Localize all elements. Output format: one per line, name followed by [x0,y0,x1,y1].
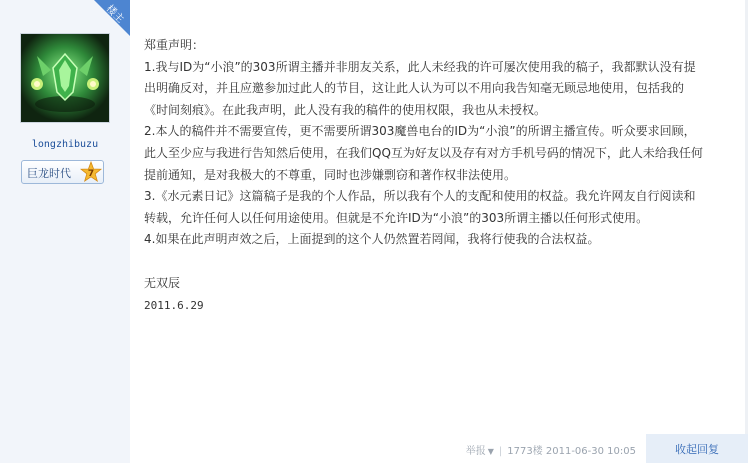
signature-date: 2011.6.29 [144,298,204,312]
thread-starter-badge [88,0,130,42]
star-icon [80,161,102,183]
avatar[interactable] [20,33,110,123]
report-link[interactable] [466,446,494,457]
post-paragraph: 1.我与ID为“小浪”的303所谓主播并非朋友关系，此人未经我的许可屡次使用我的稿子，我都默认没有提出明确反对，并且应邀参加过此人的节目，这让此人认为可以不用向我告知毫无顾忌地使用，包括我的《时间刻痕》。在此我声明，此人没有我的稿件的使用权限，我也从未授权。 [144,59,696,117]
level-badge[interactable] [21,160,104,184]
post-meta [466,442,636,457]
post-footer [130,434,748,463]
badge-label: 楼主 [103,3,126,26]
caret-down-icon: ▼ [487,447,494,456]
post-paragraph: 4.如果在此声明声效之后，上面提到的这个人仍然置若罔闻，我将行使我的合法权益。 [144,232,600,247]
username[interactable]: longzhibuzu [31,139,99,150]
post-paragraph: 3.《水元素日记》这篇稿子是我的个人作品，所以我有个人的支配和使用的权益。我允许网友自行阅读和转载，允许任何人以任何用途使用。但就是不允许ID为“小浪”的303所谓主播以任何形式使用。 [144,189,696,225]
post-paragraph: 2.本人的稿件并不需要宣传，更不需要所谓303魔兽电台的ID为“小浪”的所谓主播宣传。听众要求回顾，此人至少应与我进行告知然后使用，在我们QQ互为好友以及存有对方手机号码的情况下，此人未给我任何提前通知，是对我极大的不尊重，同时也涉嫌剽窃和著作权非法使用。 [144,124,703,182]
level-number: 7 [87,169,95,179]
level-name: 巨龙时代 [27,167,71,180]
post-body [144,35,704,316]
post-heading: 郑重声明： [144,38,205,52]
avatar-image [21,34,109,122]
signature-name: 无双辰 [144,275,181,290]
floor-number: 1773楼 [507,446,543,457]
post-timestamp: 2011-06-30 10:05 [545,446,636,457]
author-panel [0,0,130,463]
report-label: 举报 [465,446,486,457]
divider: | [498,446,503,457]
collapse-reply-button[interactable]: 收起回复 [646,434,748,463]
post-content-area [130,0,748,463]
spacer [144,251,704,273]
